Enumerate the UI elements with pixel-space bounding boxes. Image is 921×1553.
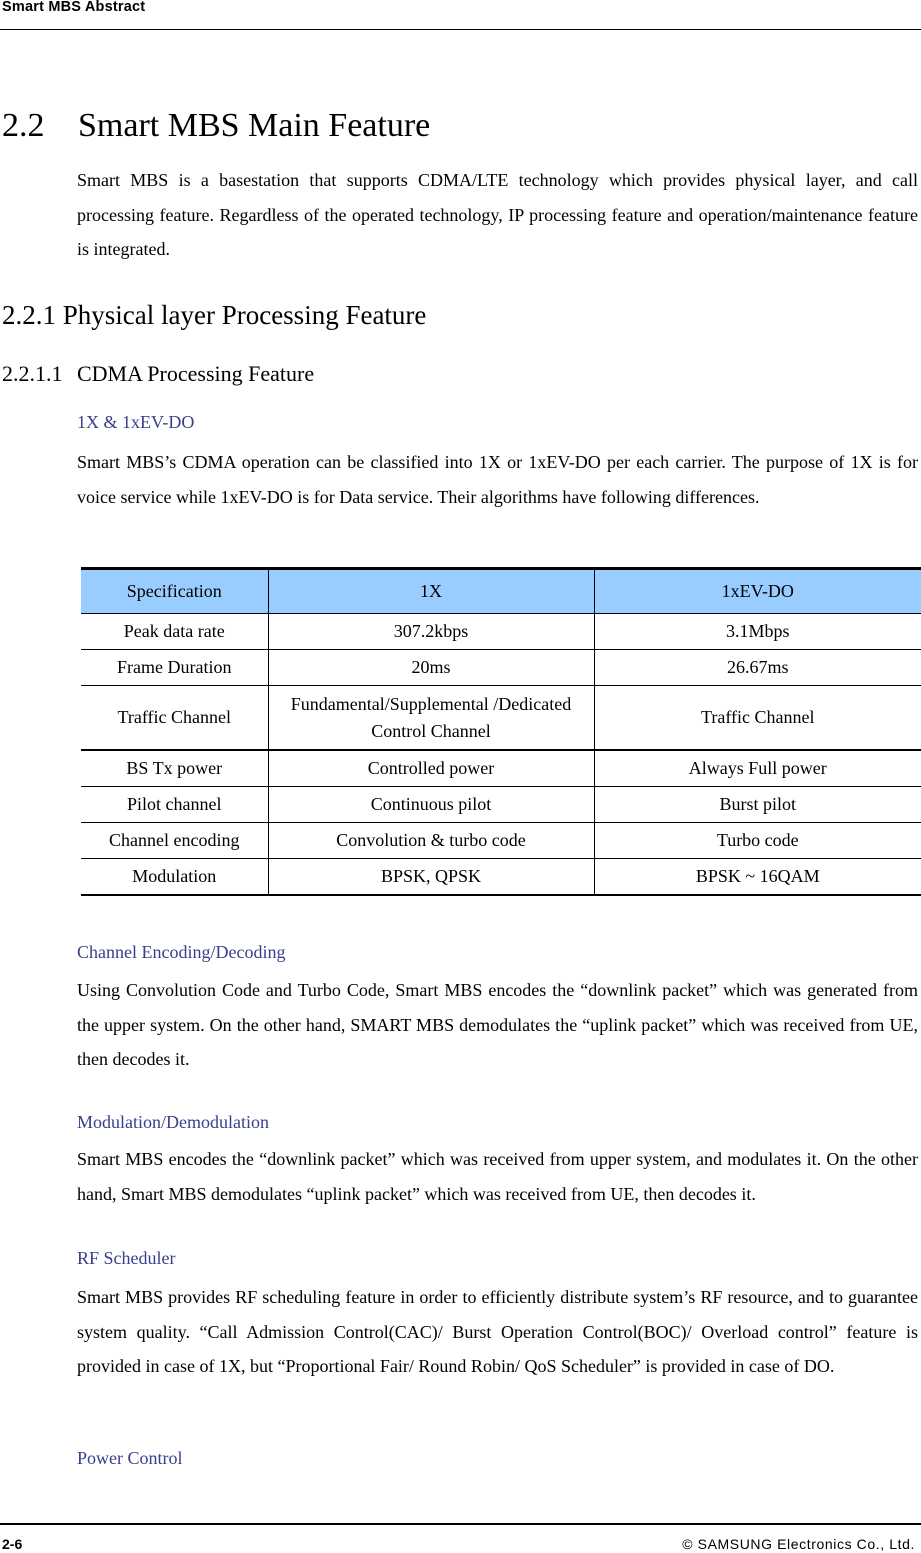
paragraph-rf-scheduler: Smart MBS provides RF scheduling feature in order to efficiently distribute system’s RF resource, and to guarantee system quality. “Call Admission Control(CAC)/ Burst Operation Control(BOC)/ Overload control” feature is provided in case of 1X, but “Proportional Fair/ Round Robin/ QoS Scheduler” is provided in case of DO. [77,1287,918,1376]
paragraph-modulation: Smart MBS encodes the “downlink packet” which was received from upper system, and modulates it. On the other hand, Smart MBS demodulates “uplink packet” which was received from UE, then decodes it. [77,1149,918,1204]
table-cell: 20ms [268,650,594,686]
running-header-title: Smart MBS Abstract [2,0,146,15]
table-cell: Pilot channel [81,787,268,823]
table-row [81,750,921,787]
subsection-heading: 2.2.1 Physical layer Processing Feature [2,300,427,330]
table-cell: BPSK, QPSK [268,859,594,896]
table-header-cell: 1xEV-DO [594,569,921,614]
subsubsection-number: 2.2.1.1 [2,361,63,386]
table-cell: Modulation [81,859,268,896]
subsubsection-title: CDMA Processing Feature [77,361,315,386]
page-number: 2-6 [2,1536,23,1552]
table-cell: Continuous pilot [268,787,594,823]
section-number: 2.2 [2,107,45,144]
table-row [81,823,921,859]
heading-1x-evdo: 1X & 1xEV-DO [77,412,195,432]
table-cell: Fundamental/Supplemental /Dedicated Control Channel [268,686,594,751]
table-cell: BPSK ~ 16QAM [594,859,921,896]
heading-rf-scheduler: RF Scheduler [77,1248,176,1268]
table-cell: Channel encoding [81,823,268,859]
heading-channel-coding: Channel Encoding/Decoding [77,942,286,962]
table-cell: Burst pilot [594,787,921,823]
paragraph-channel-coding: Using Convolution Code and Turbo Code, Smart MBS encodes the “downlink packet” which was generated from the upper system. On the other hand, SMART MBS demodulates the “uplink packet” which was received from UE, then decodes it. [77,980,918,1069]
table-cell: Convolution & turbo code [268,823,594,859]
table-cell: Traffic Channel [594,686,921,751]
table-cell: Traffic Channel [81,686,268,751]
table-cell: Frame Duration [81,650,268,686]
cdma-spec-table [81,567,921,896]
table-header-row [81,569,921,614]
table-cell: Turbo code [594,823,921,859]
table-cell: 307.2kbps [268,614,594,650]
heading-power-control: Power Control [77,1448,183,1468]
table-row [81,650,921,686]
section-intro: Smart MBS is a basestation that supports CDMA/LTE technology which provides physical layer, and call processing feature. Regardless of the operated technology, IP processing feature and operation/maintenance feature is integrated. [77,170,918,259]
table-cell: Always Full power [594,750,921,787]
table-row [81,859,921,896]
heading-modulation: Modulation/Demodulation [77,1112,269,1132]
table-cell: Peak data rate [81,614,268,650]
table-row [81,686,921,751]
table-cell: 3.1Mbps [594,614,921,650]
table-cell: BS Tx power [81,750,268,787]
table-cell: Controlled power [268,750,594,787]
table-header-cell: 1X [268,569,594,614]
section-title: Smart MBS Main Feature [78,107,431,144]
table-cell: 26.67ms [594,650,921,686]
section-heading [2,106,430,146]
copyright-notice: © SAMSUNG Electronics Co., Ltd. [682,1536,915,1552]
table-row [81,614,921,650]
paragraph-1x-evdo: Smart MBS’s CDMA operation can be classified into 1X or 1xEV-DO per each carrier. The purpose of 1X is for voice service while 1xEV-DO is for Data service. Their algorithms have following differences. [77,452,918,507]
table-row [81,787,921,823]
table-header-cell: Specification [81,569,268,614]
header-divider [0,29,921,30]
subsubsection-heading [2,360,314,388]
footer-divider [0,1523,921,1525]
